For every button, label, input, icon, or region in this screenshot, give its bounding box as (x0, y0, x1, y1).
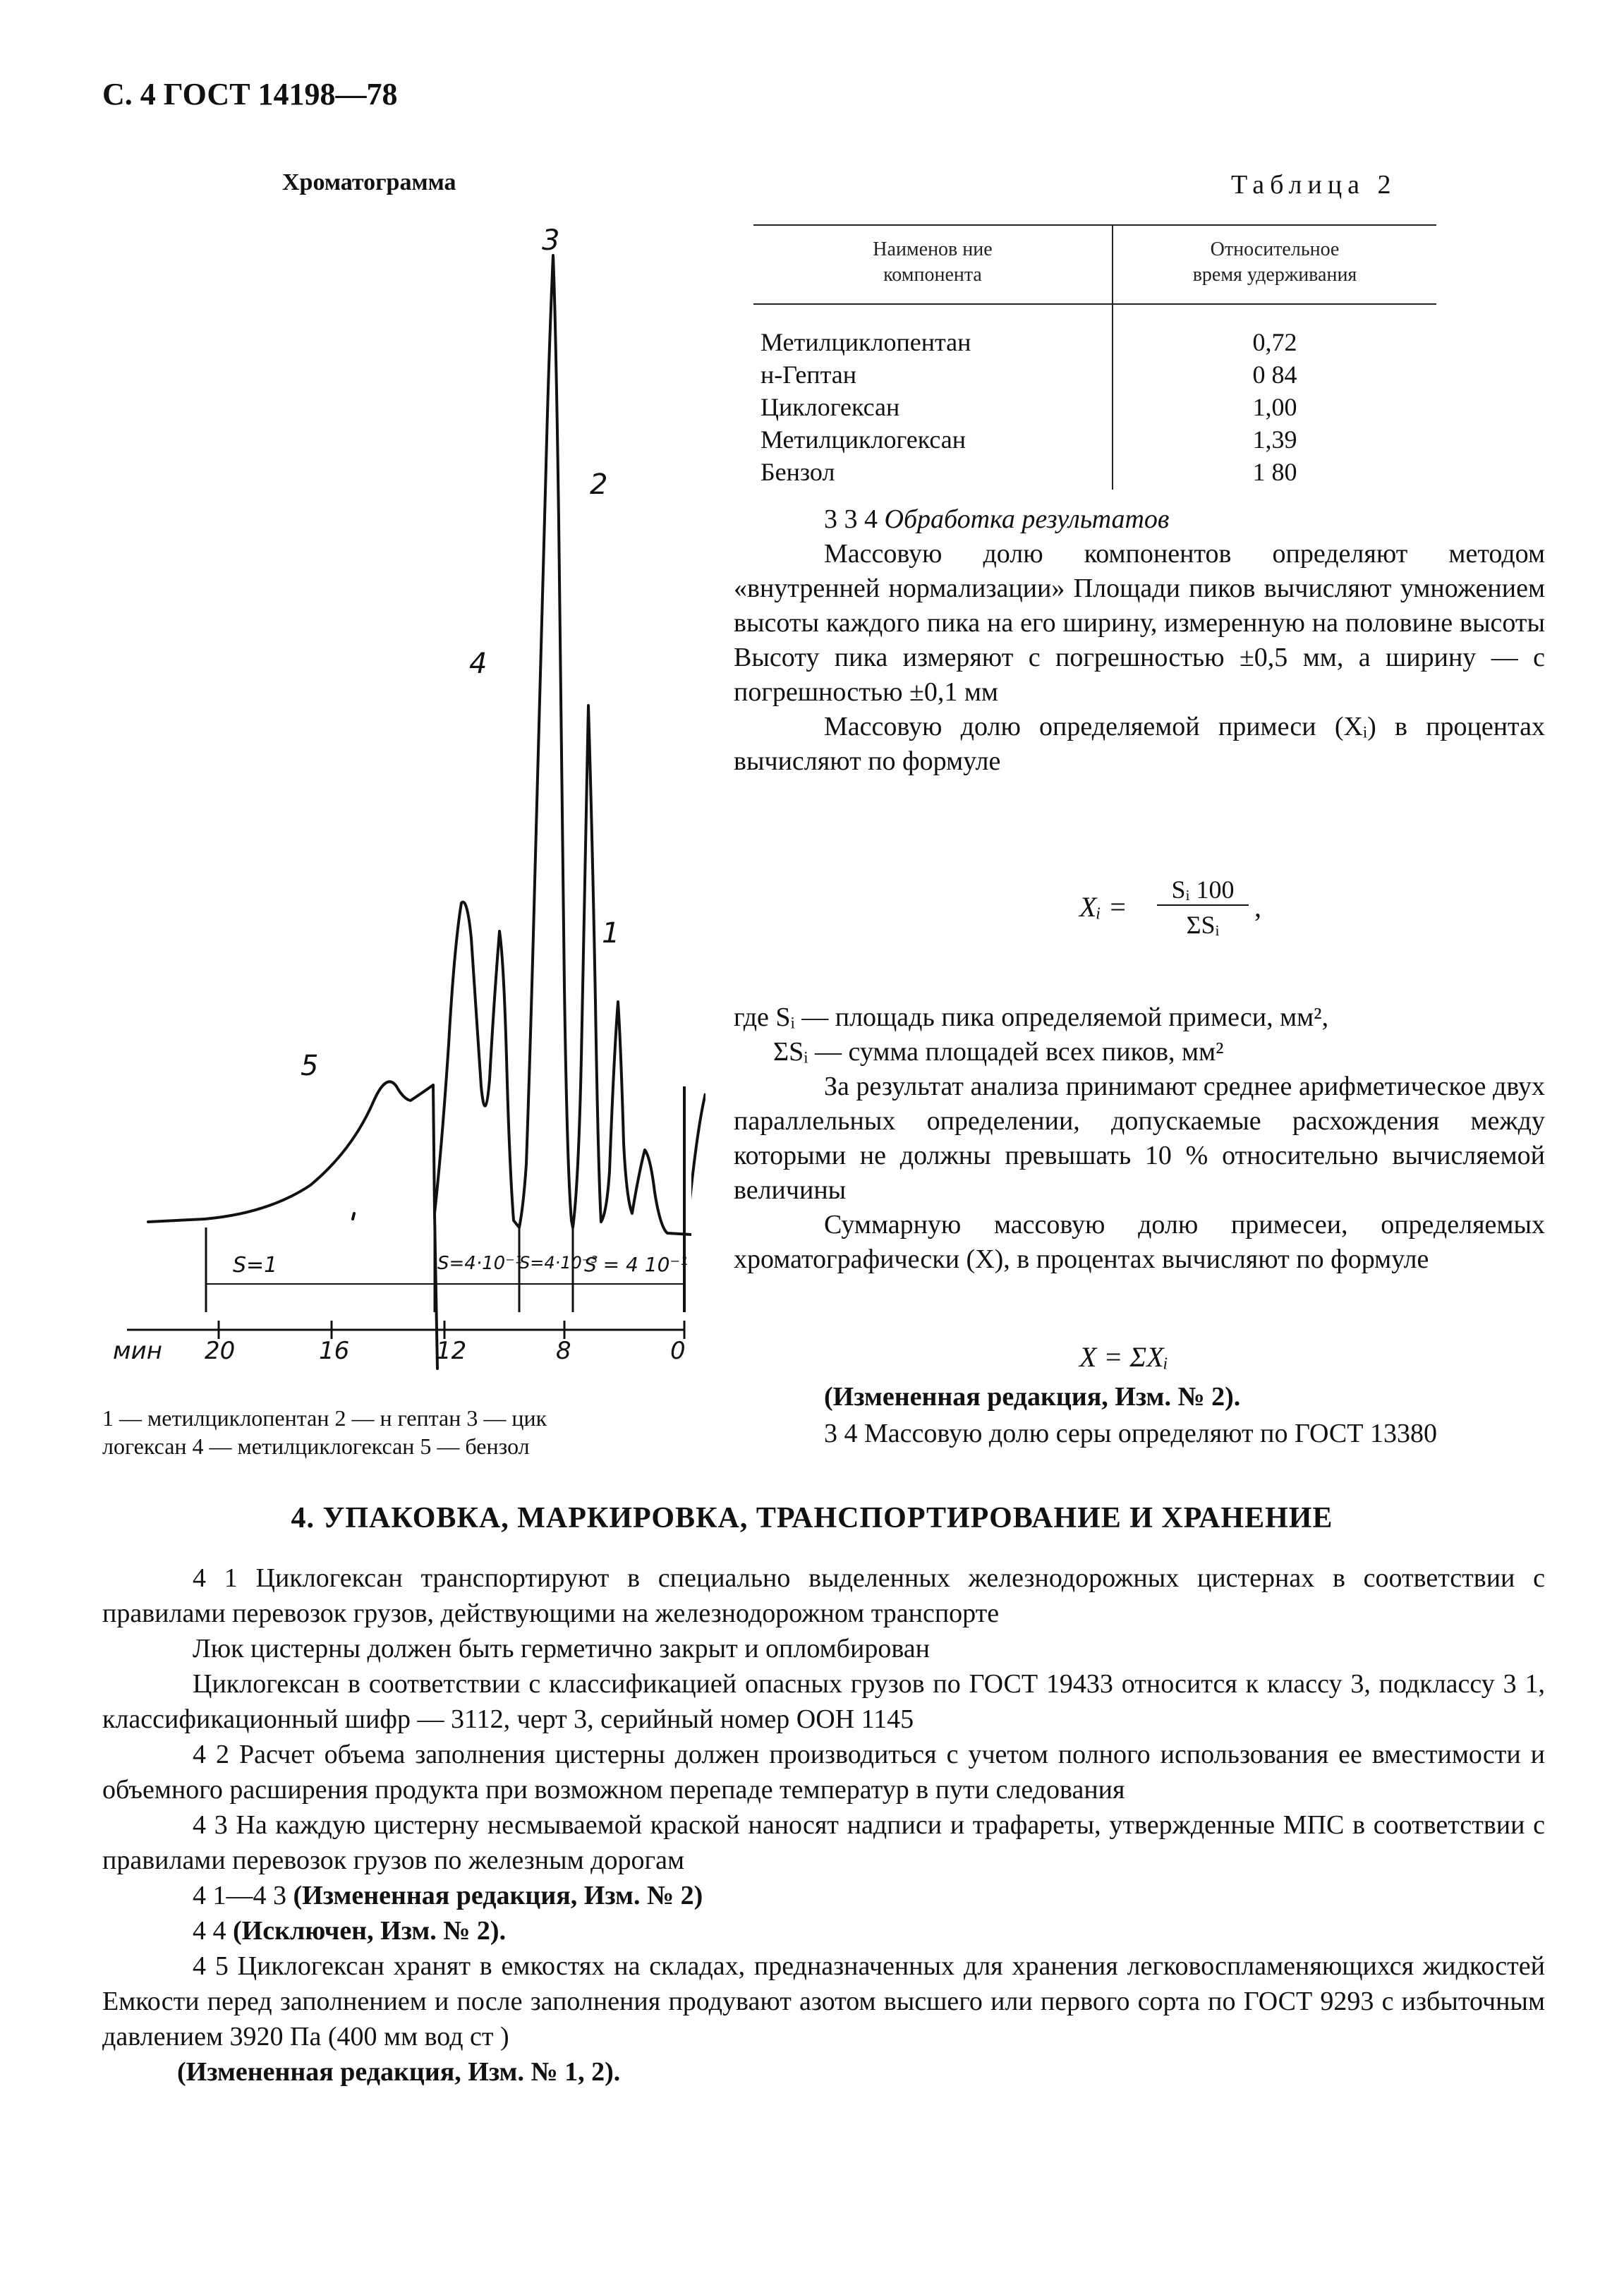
formula-xi-comma: , (1254, 891, 1261, 923)
segment-label-1: S=1 (233, 1253, 278, 1278)
table-body (753, 305, 1436, 490)
peak-label-2: 2 (590, 468, 608, 501)
paragraph-3-4: 3 4 Массовую долю серы определяют по ГОСТ 13380 (824, 1419, 1437, 1448)
axis-tick-12: 12 (436, 1337, 467, 1365)
legend-line-2: логексан 4 — метилциклогексан 5 — бензол (102, 1433, 530, 1459)
table-row: Метилциклопентан 0,72 (761, 328, 1297, 356)
axis-unit: мин (113, 1337, 162, 1365)
paragraph-4-5: 4 5 Циклогексан хранят в емкостях на складах, предназначенных для хранения легковоспламеняющихся жидкостей Емкости перед заполнением и после заполнения продувают азотом высшего или первого сорта по ГОСТ 9293 с избыточным давлением 3920 Па (400 мм вод ст ) (102, 1951, 1545, 2051)
segment-label-3: S=4·10⁻³ (519, 1253, 598, 1273)
processing-continued (734, 1000, 1545, 1277)
page-header: С. 4 ГОСТ 14198—78 (102, 77, 398, 111)
chromatogram-plot (127, 212, 691, 1383)
peak-label-5: 5 (301, 1050, 319, 1082)
table-header-component: Наименов ние компонента (873, 238, 993, 286)
table-row: н-Гептан 0 84 (761, 360, 1297, 389)
table-header (753, 224, 1436, 305)
formula-xi-denominator: ΣSᵢ (1186, 911, 1220, 939)
peak-label-1: 1 (602, 917, 620, 950)
axis-tick-8: 8 (556, 1337, 571, 1365)
where-line-2: ΣSᵢ — сумма площадей всех пиков, мм² (773, 1037, 1224, 1067)
paragraph-4-1: 4 1 Циклогексан транспортируют в специально выделенных железнодорожных цистернах в соответствии с правилами перевозок грузов, действующими на железнодорожном транспорте (102, 1563, 1545, 1628)
paragraph-4-1-4-3-note: 4 1—4 3 (Измененная редакция, Изм. № 2) (193, 1881, 703, 1910)
axis-tick-16: 16 (319, 1337, 350, 1365)
where-line-1: где Sᵢ — площадь пика определяемой примеси, мм², (734, 1002, 1329, 1032)
processing-paragraph-2: Массовую долю определяемой примеси (Xᵢ) в процентах вычисляют по формуле (734, 712, 1545, 776)
processing-heading: 3 3 4 Обработка результатов (824, 504, 1170, 534)
segment-label-2: S=4·10⁻¹ (437, 1253, 523, 1274)
chromatogram-title: Хроматограмма (282, 169, 456, 195)
axis-tick-0: 0 (670, 1337, 686, 1365)
table-row: Метилциклогексан 1,39 (761, 425, 1297, 454)
processing-paragraph-1: Массовую долю компонентов определяют методом «внутренней нормализации» Площади пиков вычисляют умножением высоты каждого пика на его ширину, измеренную на половине высоты Высоту пика измеряют с погрешностью ±0,5 мм, а ширину — с погрешностью ±0,1 мм (734, 539, 1545, 707)
chromatogram-legend (102, 1404, 660, 1460)
processing-paragraph-4: Суммарную массовую долю примесеи, определяемых хроматографически (X), в процентах вычисляют по формуле (734, 1210, 1545, 1274)
table-caption: Таблица 2 (1231, 170, 1397, 200)
table-2 (753, 224, 1436, 490)
processing-paragraph-3: За результат анализа принимают среднее арифметическое двух параллельных определении, допускаемые расхождения между которыми не должны превышать 10 % относительно вычисляемой величины (734, 1072, 1545, 1205)
processing-edit-note: (Измененная редакция, Изм. № 2). (824, 1382, 1241, 1412)
formula-xi-numerator: Sᵢ 100 (1157, 875, 1249, 906)
paragraph-4-1-class: Циклогексан в соответствии с классификацией опасных грузов по ГОСТ 19433 относится к классу 3, подклассу 3 1, классификационный шифр — 3112, черт 3, серийный номер ООН 1145 (102, 1669, 1545, 1734)
paragraph-4-4: 4 4 (Исключен, Изм. № 2). (193, 1916, 507, 1946)
axis-tick-20: 20 (205, 1337, 236, 1365)
section-4-title: 4. УПАКОВКА, МАРКИРОВКА, ТРАНСПОРТИРОВАНИЕ И ХРАНЕНИЕ (291, 1502, 1333, 1534)
section-4-final-note: (Измененная редакция, Изм. № 1, 2). (177, 2057, 621, 2087)
table-row: Бензол 1 80 (761, 458, 1297, 486)
paragraph-4-2: 4 2 Расчет объема заполнения цистерны должен производиться с учетом полного использования ее вместимости и объемного расширения продукта при возможном перепаде температур в пути следования (102, 1740, 1545, 1805)
paragraph-4-1-hatch: Люк цистерны должен быть герметично закрыт и опломбирован (193, 1634, 930, 1663)
segment-label-4: S = 4 10⁻¹ (584, 1253, 689, 1276)
processing-section (734, 502, 1545, 779)
section-4-body (102, 1560, 1545, 2090)
peak-label-3: 3 (542, 224, 560, 257)
legend-line-1: 1 — метилциклопентан 2 — н гептан 3 — цик (102, 1405, 547, 1431)
table-row: Циклогексан 1,00 (761, 393, 1297, 421)
peak-label-4: 4 (469, 648, 487, 680)
formula-x-sum: X = ΣXᵢ (1079, 1341, 1168, 1373)
formula-xi-lhs: Xᵢ = (1079, 891, 1127, 923)
paragraph-4-3: 4 3 На каждую цистерну несмываемой краской наносят надписи и трафареты, утвержденные МПС в соответствии с правилами перевозок грузов по железным дорогам (102, 1810, 1545, 1875)
table-header-retention: Относительное время удерживания (1192, 238, 1357, 286)
